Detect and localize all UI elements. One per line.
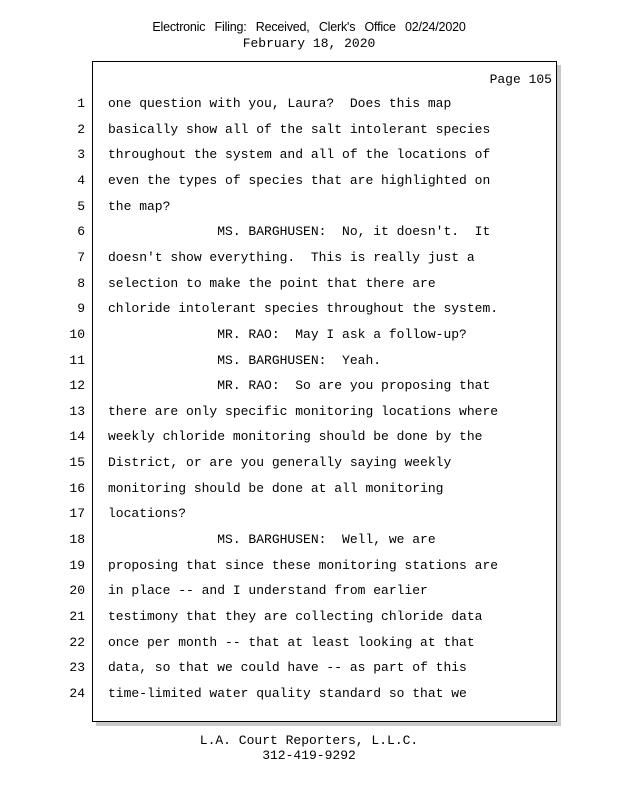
line-text: once per month -- that at least looking at that: [108, 634, 475, 650]
line-text: basically show all of the salt intolerant species: [108, 121, 491, 137]
line-text: District, or are you generally saying weekly: [108, 455, 452, 471]
line-number: 8: [77, 275, 85, 291]
transcript-date: February 18, 2020: [242, 36, 376, 51]
transcript-line: [0, 583, 618, 603]
transcript-line: [0, 660, 618, 680]
line-number: 24: [69, 685, 85, 701]
line-text: MS. BARGHUSEN: Yeah.: [108, 352, 382, 368]
transcript-line: [0, 455, 618, 475]
line-text: one question with you, Laura? Does this map: [108, 96, 452, 111]
line-text: there are only specific monitoring locations where: [108, 403, 499, 419]
line-text: the map?: [108, 198, 171, 214]
line-number: 18: [69, 532, 85, 548]
line-text: proposing that since these monitoring stations are: [108, 557, 499, 573]
footer-phone: 312-419-9292: [262, 748, 356, 763]
line-number: 23: [69, 660, 85, 676]
line-text: doesn't show everything. This is really just a: [108, 249, 475, 265]
line-number: 14: [69, 429, 85, 445]
transcript-line: [0, 250, 618, 270]
line-number: 19: [69, 557, 85, 573]
line-text: time-limited water quality standard so that we: [108, 685, 467, 701]
filing-stamp: Electronic Filing: Received, Clerk's Office 02/24/2020: [152, 20, 466, 34]
transcript-line: [0, 506, 618, 526]
line-text: in place -- and I understand from earlier: [108, 583, 428, 599]
footer-company: L.A. Court Reporters, L.L.C.: [199, 733, 419, 748]
transcript-line: [0, 353, 618, 373]
line-text: locations?: [108, 506, 187, 522]
line-text: MR. RAO: May I ask a follow-up?: [108, 326, 467, 342]
line-text: weekly chloride monitoring should be done by the: [108, 429, 483, 445]
transcript-line: [0, 378, 618, 398]
line-number: 5: [77, 198, 85, 214]
line-number: 12: [69, 378, 85, 394]
transcript-line: [0, 224, 618, 244]
line-number: 15: [69, 455, 85, 471]
line-text: selection to make the point that there are: [108, 275, 436, 291]
line-text: throughout the system and all of the locations of: [108, 147, 491, 163]
line-text: even the types of species that are highlighted on: [108, 172, 491, 188]
line-number: 17: [69, 506, 85, 522]
transcript-line: [0, 429, 618, 449]
line-number: 22: [69, 634, 85, 650]
transcript-line: [0, 686, 618, 706]
line-number: 4: [77, 172, 85, 188]
line-text: testimony that they are collecting chloride data: [108, 609, 483, 624]
transcript-line: [0, 173, 618, 193]
line-text: MS. BARGHUSEN: No, it doesn't. It: [108, 224, 491, 240]
line-number: 11: [69, 352, 85, 368]
line-text: MS. BARGHUSEN: Well, we are: [108, 532, 436, 548]
line-text: data, so that we could have -- as part of this: [108, 660, 467, 676]
line-number: 7: [77, 249, 85, 265]
transcript-line: [0, 404, 618, 424]
transcript-line: [0, 481, 618, 501]
line-number: 2: [77, 121, 85, 137]
transcript-line: [0, 558, 618, 578]
transcript-line: [0, 635, 618, 655]
transcript-line: [0, 122, 618, 142]
transcript-line: [0, 609, 618, 629]
line-text: monitoring should be done at all monitoring: [108, 480, 444, 496]
page-number: Page 105: [489, 72, 552, 87]
line-number: 1: [77, 96, 85, 111]
transcript-line: [0, 96, 618, 116]
transcript-line: [0, 199, 618, 219]
transcript-line: [0, 147, 618, 167]
line-number: 13: [69, 403, 85, 419]
line-text: MR. RAO: So are you proposing that: [108, 378, 491, 394]
transcript-line: [0, 327, 618, 347]
transcript-line: [0, 532, 618, 552]
line-number: 21: [69, 609, 85, 624]
line-text: chloride intolerant species throughout the system.: [108, 301, 499, 317]
transcript-line: [0, 301, 618, 321]
line-number: 3: [77, 147, 85, 163]
line-number: 10: [69, 326, 85, 342]
line-number: 20: [69, 583, 85, 599]
line-number: 9: [77, 301, 85, 317]
line-number: 6: [77, 224, 85, 240]
line-number: 16: [69, 480, 85, 496]
transcript-line: [0, 276, 618, 296]
